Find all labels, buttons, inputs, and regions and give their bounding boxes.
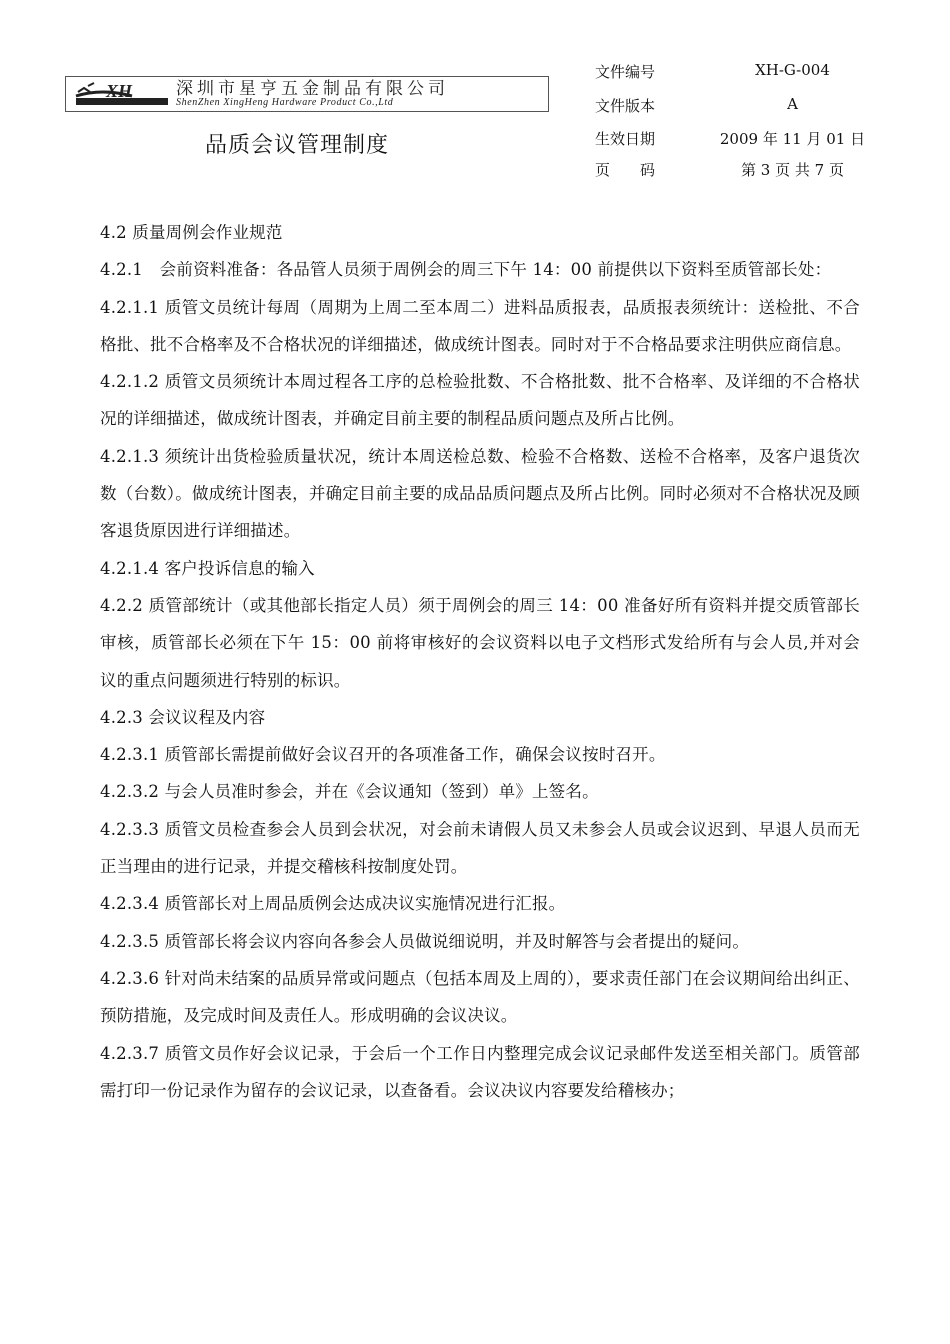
- paragraph: 4.2.1 会前资料准备：各品管人员须于周例会的周三下午 14：00 前提供以下资料至质管部长处：: [100, 260, 832, 280]
- company-logo-banner: [65, 76, 549, 112]
- paragraph: 4.2.3.5 质管部长将会议内容向各参会人员做说细说明，并及时解答与会者提出的疑问。: [100, 931, 750, 951]
- paragraph: 4.2.1.1 质管文员统计每周（周期为上周二至本周二）进料品质报表，品质报表须统计：送检批、不合格批、批不合格率及不合格状况的详细描述，做成统计图表。同时对于不合格品要求注明供应商信息。: [100, 297, 860, 354]
- paragraph: 4.2.2 质管部统计（或其他部长指定人员）须于周例会的周三 14：00 准备好所有资料并提交质管部长审核，质管部长必须在下午 15：00 前将审核好的会议资料以电子文档形式发给所有与会人员,并对会议的重点问题须进行特别的标识。: [100, 595, 860, 690]
- paragraph: 4.2.3.6 针对尚未结案的品质异常或问题点（包括本周及上周的），要求责任部门在会议期间给出纠正、预防措施，及完成时间及责任人。形成明确的会议决议。: [100, 968, 860, 1026]
- document-title: 品质会议管理制度: [205, 133, 390, 158]
- doc-no-value: XH-G-004: [755, 61, 830, 79]
- section-heading: 4.2 质量周例会作业规范: [100, 223, 283, 242]
- xh-logo-icon: [72, 78, 172, 110]
- paragraph: 4.2.1.3 须统计出货检验质量状况，统计本周送检总数、检验不合格数、送检不合格率，及客户退货次数（台数）。做成统计图表，并确定目前主要的成品品质问题点及所占比例。同时必须对不合格状况及顾客退货原因进行详细描述。: [100, 446, 860, 541]
- paragraph: 4.2.3.7 质管文员作好会议记录，于会后一个工作日内整理完成会议记录邮件发送至相关部门。质管部需打印一份记录作为留存的会议记录，以查备看。会议决议内容要发给稽核办；: [100, 1043, 860, 1100]
- effective-date-value: 2009 年 11 月 01 日: [719, 130, 866, 148]
- effective-date-label: 生效日期: [595, 130, 656, 148]
- svg-text:XH: XH: [106, 81, 133, 101]
- paragraph: 4.2.1.4 客户投诉信息的输入: [100, 558, 315, 578]
- paragraph: 4.2.1.2 质管文员须统计本周过程各工序的总检验批数、不合格批数、批不合格率、及详细的不合格状况的详细描述，做成统计图表，并确定目前主要的制程品质问题点及所占比例。: [100, 372, 860, 429]
- document-body: [100, 214, 860, 1109]
- page-value: 第 3 页 共 7 页: [741, 161, 844, 179]
- paragraph: 4.2.3.1 质管部长需提前做好会议召开的各项准备工作，确保会议按时召开。: [100, 745, 666, 765]
- paragraph: 4.2.3.3 质管文员检查参会人员到会状况，对会前未请假人员又未参会人员或会议迟到、早退人员而无正当理由的进行记录，并提交稽核科按制度处罚。: [100, 819, 860, 877]
- version-value: A: [787, 95, 798, 113]
- company-name-en: ShenZhen XingHeng Hardware Product Co.,Ltd: [176, 97, 394, 108]
- version-label: 文件版本: [595, 97, 656, 115]
- paragraph: 4.2.3.4 质管部长对上周品质例会达成决议实施情况进行汇报。: [100, 894, 566, 914]
- page-label: 页 码: [595, 161, 656, 179]
- doc-no-label: 文件编号: [595, 63, 656, 81]
- section-heading: 4.2.3 会议议程及内容: [100, 707, 266, 727]
- company-name-cn: 深圳市星亨五金制品有限公司: [176, 79, 449, 99]
- paragraph: 4.2.3.2 与会人员准时参会，并在《会议通知（签到）单》上签名。: [100, 782, 599, 802]
